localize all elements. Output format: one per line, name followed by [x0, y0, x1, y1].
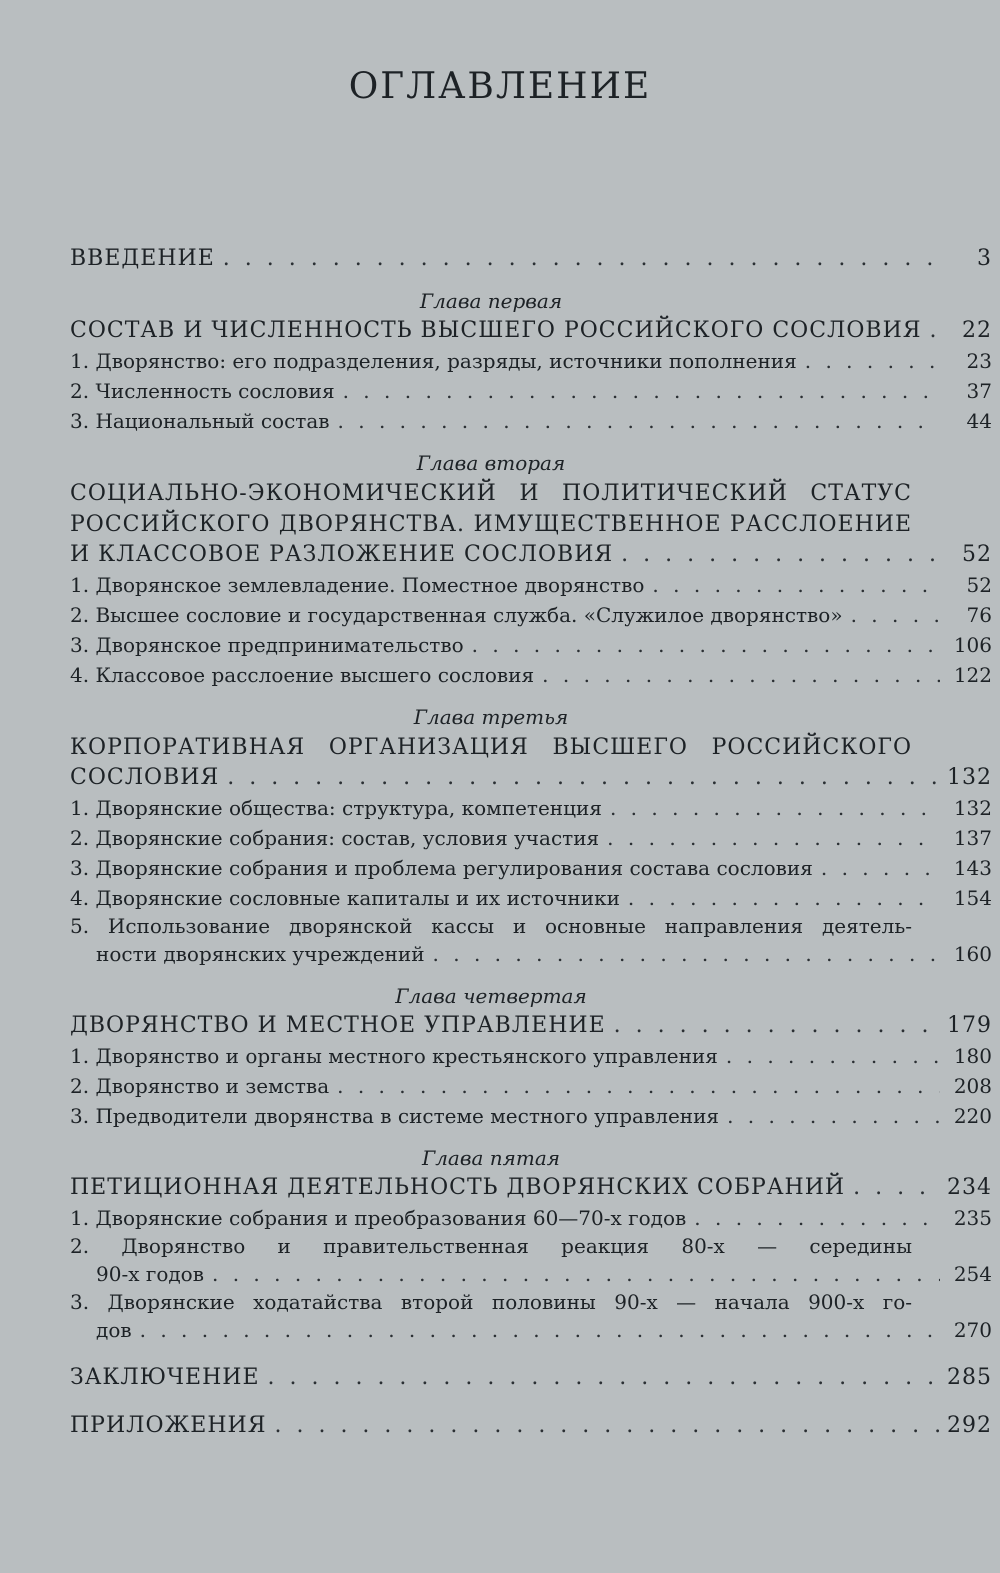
entry-text: 3. Предводители дворянства в системе местного управления [70, 1104, 720, 1128]
toc-entry-section[interactable] [70, 939, 992, 969]
entry-page: 3 [977, 246, 992, 271]
entry-page: 52 [962, 542, 992, 567]
dot-leader [805, 346, 940, 376]
entry-text: ПРИЛОЖЕНИЯ [70, 1413, 267, 1438]
entry-text: 1. Дворянские общества: структура, компетенция [70, 796, 602, 820]
entry-text: 3. Национальный состав [70, 409, 330, 433]
chapter-title-line: КОРПОРАТИВНАЯ ОРГАНИЗАЦИЯ ВЫСШЕГО РОССИЙСКОГО [70, 735, 912, 760]
entry-text: И КЛАССОВОЕ РАЗЛОЖЕНИЕ СОСЛОВИЯ [70, 542, 614, 567]
entry-page: 132 [953, 796, 992, 820]
entry-page: 235 [953, 1206, 992, 1230]
toc-entry-section[interactable] [70, 660, 992, 690]
toc-entry-section[interactable] [70, 570, 992, 600]
dot-leader [694, 1203, 940, 1233]
entry-text: ЗАКЛЮЧЕНИЕ [70, 1365, 260, 1390]
entry-page: 106 [953, 633, 992, 657]
entry-text: 2. Дворянские собрания: состав, условия участия [70, 826, 600, 850]
entry-page: 285 [947, 1365, 992, 1390]
entry-text: ПЕТИЦИОННАЯ ДЕЯТЕЛЬНОСТЬ ДВОРЯНСКИХ СОБРАНИЙ [70, 1175, 846, 1200]
toc-entry-section[interactable] [70, 823, 992, 853]
entry-text: 2. Высшее сословие и государственная служба. «Служилое дворянство» [70, 603, 843, 627]
section-title-line: 3. Дворянские ходатайства второй половины 90-х — начала 900-х го- [70, 1290, 912, 1314]
entry-page: 52 [966, 573, 992, 597]
entry-text: 1. Дворянство: его подразделения, разряды, источники пополнения [70, 349, 797, 373]
entry-text: ности дворянских учреждений [96, 942, 425, 966]
toc-entry-conclusion[interactable] [70, 1363, 992, 1393]
dot-leader [621, 540, 940, 570]
toc-entry-appendix[interactable] [70, 1411, 992, 1441]
entry-page: 22 [962, 318, 992, 343]
entry-page: 220 [953, 1104, 992, 1128]
toc-entry-section[interactable] [70, 1315, 992, 1345]
toc-entry-introduction[interactable] [70, 244, 992, 274]
toc-entry-section[interactable] [70, 406, 992, 436]
dot-leader [607, 823, 940, 853]
entry-page: 270 [953, 1318, 992, 1342]
dot-leader [433, 939, 940, 969]
dot-leader [212, 1259, 940, 1289]
chapter-label: Глава четвертая [395, 984, 587, 1008]
chapter-title-line: СОЦИАЛЬНО-ЭКОНОМИЧЕСКИЙ И ПОЛИТИЧЕСКИЙ СТАТУС [70, 481, 912, 506]
entry-text: 4. Классовое расслоение высшего сословия [70, 663, 535, 687]
chapter-label: Глава первая [419, 289, 563, 313]
entry-text: СОСТАВ И ЧИСЛЕННОСТЬ ВЫСШЕГО РОССИЙСКОГО СОСЛОВИЯ [70, 318, 922, 343]
dot-leader [727, 1101, 940, 1131]
section-title-line: 2. Дворянство и правительственная реакция 80-х — середины [70, 1234, 912, 1258]
entry-text: 90-х годов [96, 1262, 204, 1286]
toc-entry-chapter-2[interactable] [70, 540, 992, 570]
dot-leader [343, 376, 940, 406]
dot-leader [542, 660, 940, 690]
dot-leader [337, 1071, 940, 1101]
entry-text: 1. Дворянское землевладение. Поместное дворянство [70, 573, 645, 597]
entry-text: 1. Дворянские собрания и преобразования 60—70-х годов [70, 1206, 687, 1230]
toc-entry-section[interactable] [70, 853, 992, 883]
table-of-contents [70, 244, 992, 1441]
entry-page: 37 [966, 379, 992, 403]
entry-text: ДВОРЯНСТВО И МЕСТНОЕ УПРАВЛЕНИЕ [70, 1013, 606, 1038]
toc-entry-section[interactable] [70, 1041, 992, 1071]
toc-entry-section[interactable] [70, 376, 992, 406]
entry-page: 254 [953, 1262, 992, 1286]
dot-leader [652, 570, 940, 600]
toc-entry-section[interactable] [70, 600, 992, 630]
entry-page: 154 [953, 886, 992, 910]
dot-leader [614, 1011, 939, 1041]
dot-leader [223, 244, 940, 274]
chapter-label: Глава пятая [421, 1146, 561, 1170]
dot-leader [338, 406, 940, 436]
entry-text: 2. Дворянство и земства [70, 1074, 330, 1098]
dot-leader [227, 763, 939, 793]
entry-page: 23 [966, 349, 992, 373]
toc-entry-section[interactable] [70, 1101, 992, 1131]
entry-text: СОСЛОВИЯ [70, 765, 220, 790]
toc-entry-section[interactable] [70, 883, 992, 913]
entry-page: 137 [953, 826, 992, 850]
dot-leader [268, 1363, 939, 1393]
toc-entry-chapter-3[interactable] [70, 763, 992, 793]
dot-leader [930, 316, 940, 346]
toc-entry-section[interactable] [70, 1259, 992, 1289]
page-title: ОГЛАВЛЕНИЕ [348, 66, 652, 108]
entry-page: 44 [966, 409, 992, 433]
entry-page: 292 [947, 1413, 992, 1438]
entry-text: дов [96, 1318, 132, 1342]
toc-entry-section[interactable] [70, 793, 992, 823]
entry-page: 132 [947, 765, 992, 790]
entry-page: 234 [947, 1175, 992, 1200]
dot-leader [726, 1041, 940, 1071]
entry-text: 1. Дворянство и органы местного крестьянского управления [70, 1044, 718, 1068]
entry-text: ВВЕДЕНИЕ [70, 246, 215, 271]
dot-leader [821, 853, 940, 883]
entry-text: 3. Дворянские собрания и проблема регулирования состава сословия [70, 856, 813, 880]
entry-page: 208 [953, 1074, 992, 1098]
entry-page: 179 [947, 1013, 992, 1038]
dot-leader [853, 1173, 939, 1203]
dot-leader [610, 793, 940, 823]
chapter-title-line: РОССИЙСКОГО ДВОРЯНСТВА. ИМУЩЕСТВЕННОЕ РАССЛОЕНИЕ [70, 512, 912, 537]
entry-page: 122 [953, 663, 992, 687]
toc-entry-chapter-5[interactable] [70, 1173, 992, 1203]
toc-entry-section[interactable] [70, 346, 992, 376]
dot-leader [274, 1411, 939, 1441]
section-title-line: 5. Использование дворянской кассы и основные направления деятель- [70, 914, 912, 938]
entry-text: 2. Численность сословия [70, 379, 335, 403]
dot-leader [851, 600, 940, 630]
entry-page: 76 [966, 603, 992, 627]
dot-leader [628, 883, 940, 913]
toc-entry-chapter-1[interactable] [70, 316, 992, 346]
entry-text: 3. Дворянское предпринимательство [70, 633, 464, 657]
dot-leader [472, 630, 940, 660]
entry-page: 160 [953, 942, 992, 966]
toc-entry-chapter-4[interactable] [70, 1011, 992, 1041]
toc-entry-section[interactable] [70, 1071, 992, 1101]
entry-page: 180 [953, 1044, 992, 1068]
toc-entry-section[interactable] [70, 630, 992, 660]
chapter-label: Глава вторая [416, 451, 566, 475]
toc-entry-section[interactable] [70, 1203, 992, 1233]
dot-leader [140, 1315, 940, 1345]
entry-page: 143 [953, 856, 992, 880]
entry-text: 4. Дворянские сословные капиталы и их источники [70, 886, 620, 910]
chapter-label: Глава третья [413, 705, 569, 729]
